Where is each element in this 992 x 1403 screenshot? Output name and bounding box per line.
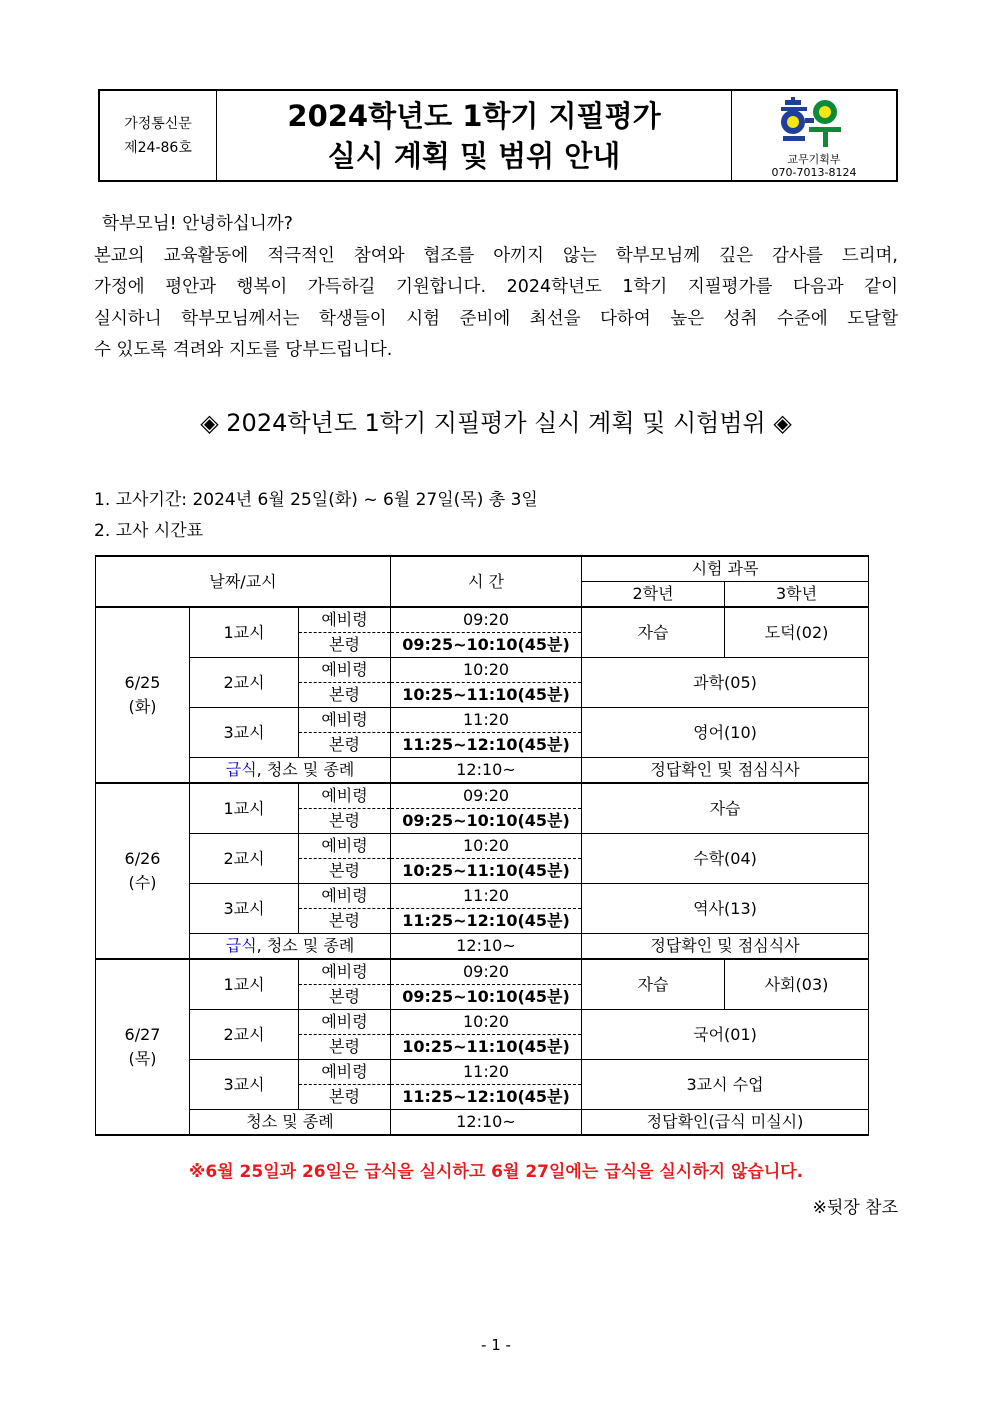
main-signal-label: 본령 (299, 633, 391, 658)
table-row (96, 708, 869, 733)
grade2-subject: 자습 (582, 959, 725, 1010)
common-subject: 수학(04) (582, 834, 869, 884)
main-signal-label: 본령 (299, 809, 391, 834)
common-subject: 영어(10) (582, 708, 869, 758)
pre-signal-label: 예비령 (299, 959, 391, 985)
header-grade3: 3학년 (725, 582, 869, 608)
table-row (96, 934, 869, 960)
date-cell: 6/26 (수) (96, 783, 190, 959)
intro-line: 본교의 교육활동에 적극적인 참여와 협조를 아끼지 않는 학부모님께 깊은 감사를 드리며, (94, 245, 898, 266)
common-subject: 역사(13) (582, 884, 869, 934)
school-logo-area (732, 91, 896, 180)
main-signal-time: 11:25~12:10(45분) (391, 1085, 582, 1110)
main-signal-time: 10:25~11:10(45분) (391, 1035, 582, 1060)
school-logo (779, 96, 845, 148)
see-back-note: ※뒷장 참조 (812, 1198, 898, 1218)
title-line-2: 실시 계획 및 범위 안내 (327, 138, 621, 173)
main-signal-time: 11:25~12:10(45분) (391, 909, 582, 934)
period-label: 2교시 (190, 658, 299, 708)
pre-signal-time: 09:20 (391, 959, 582, 985)
end-of-day-time: 12:10~ (391, 758, 582, 784)
pre-signal-time: 09:20 (391, 607, 582, 633)
common-subject: 자습 (582, 783, 869, 834)
end-of-day-note: 정답확인 및 점심식사 (582, 758, 869, 784)
main-signal-time: 09:25~10:10(45분) (391, 633, 582, 658)
period-label: 1교시 (190, 607, 299, 658)
table-row (96, 1110, 869, 1136)
pre-signal-time: 10:20 (391, 658, 582, 683)
table-row (96, 607, 869, 633)
period-label: 2교시 (190, 834, 299, 884)
period-label: 3교시 (190, 708, 299, 758)
pre-signal-time: 11:20 (391, 708, 582, 733)
document-title (217, 91, 732, 180)
pre-signal-time: 10:20 (391, 1010, 582, 1035)
table-row (96, 783, 869, 809)
table-row (96, 658, 869, 683)
main-signal-label: 본령 (299, 1085, 391, 1110)
intro-line: 수 있도록 격려와 지도를 당부드립니다. (94, 340, 393, 360)
date-cell: 6/25 (화) (96, 607, 190, 783)
main-signal-label: 본령 (299, 1035, 391, 1060)
pre-signal-label: 예비령 (299, 1010, 391, 1035)
pre-signal-label: 예비령 (299, 607, 391, 633)
period-label: 1교시 (190, 783, 299, 834)
main-signal-label: 본령 (299, 985, 391, 1010)
issue-info (100, 91, 217, 180)
pre-signal-time: 11:20 (391, 884, 582, 909)
exam-timetable (95, 555, 869, 1136)
grade3-subject: 사회(03) (725, 959, 869, 1010)
department-name: 교무기획부 (787, 153, 841, 166)
common-subject: 국어(01) (582, 1010, 869, 1060)
end-of-day-note: 정답확인(급식 미실시) (582, 1110, 869, 1136)
table-row (96, 834, 869, 859)
newsletter-type: 가정통신문 (124, 115, 192, 132)
period-label: 1교시 (190, 959, 299, 1010)
main-signal-label: 본령 (299, 859, 391, 884)
period-label: 2교시 (190, 1010, 299, 1060)
greeting: 학부모님! 안녕하십니까? (102, 214, 293, 234)
table-row (96, 884, 869, 909)
main-signal-label: 본령 (299, 733, 391, 758)
table-row (96, 1010, 869, 1035)
main-signal-time: 09:25~10:10(45분) (391, 985, 582, 1010)
pre-signal-label: 예비령 (299, 1060, 391, 1085)
table-row (96, 758, 869, 784)
end-of-day-label: 청소 및 종례 (190, 1110, 391, 1136)
section-title: ◈ 2024학년도 1학기 지필평가 실시 계획 및 시험범위 ◈ (200, 409, 792, 437)
date-cell: 6/27 (목) (96, 959, 190, 1135)
page-number: - 1 - (481, 1336, 511, 1354)
common-subject: 과학(05) (582, 658, 869, 708)
intro-paragraph (94, 209, 898, 367)
pre-signal-time: 11:20 (391, 1060, 582, 1085)
pre-signal-label: 예비령 (299, 783, 391, 809)
header-subjects: 시험 과목 (582, 556, 869, 582)
pre-signal-label: 예비령 (299, 884, 391, 909)
end-of-day-label: 급식, 청소 및 종례 (190, 934, 391, 960)
main-signal-time: 10:25~11:10(45분) (391, 859, 582, 884)
exam-period: 1. 고사기간: 2024년 6월 25일(화) ~ 6월 27일(목) 총 3일 (94, 490, 538, 510)
end-of-day-note: 정답확인 및 점심식사 (582, 934, 869, 960)
end-of-day-time: 12:10~ (391, 1110, 582, 1136)
issue-number: 제24-86호 (124, 139, 192, 156)
pre-signal-label: 예비령 (299, 708, 391, 733)
header-date-period: 날짜/교시 (96, 556, 391, 607)
main-signal-label: 본령 (299, 909, 391, 934)
title-line-1: 2024학년도 1학기 지필평가 (287, 98, 661, 133)
pre-signal-time: 10:20 (391, 834, 582, 859)
pre-signal-label: 예비령 (299, 658, 391, 683)
timetable-heading: 2. 고사 시간표 (94, 521, 204, 541)
table-row (96, 959, 869, 985)
end-of-day-label: 급식, 청소 및 종례 (190, 758, 391, 784)
department-phone: 070-7013-8124 (771, 166, 857, 179)
main-signal-time: 09:25~10:10(45분) (391, 809, 582, 834)
header-grade2: 2학년 (582, 582, 725, 608)
period-label: 3교시 (190, 1060, 299, 1110)
newsletter-header (98, 89, 898, 182)
intro-line: 실시하니 학부모님께서는 학생들이 시험 준비에 최선을 다하여 높은 성취 수준에 도달할 (94, 308, 898, 329)
main-signal-time: 10:25~11:10(45분) (391, 683, 582, 708)
lunch-notice: ※6월 25일과 26일은 급식을 실시하고 6월 27일에는 급식을 실시하지 않습니다. (188, 1162, 804, 1182)
period-label: 3교시 (190, 884, 299, 934)
header-time: 시 간 (391, 556, 582, 607)
main-signal-time: 11:25~12:10(45분) (391, 733, 582, 758)
grade3-subject: 도덕(02) (725, 607, 869, 658)
end-of-day-time: 12:10~ (391, 934, 582, 960)
main-signal-label: 본령 (299, 683, 391, 708)
pre-signal-label: 예비령 (299, 834, 391, 859)
intro-line: 가정에 평안과 행복이 가득하길 기원합니다. 2024학년도 1학기 지필평가를 다음과 같이 (94, 277, 898, 297)
grade2-subject: 자습 (582, 607, 725, 658)
common-subject: 3교시 수업 (582, 1060, 869, 1110)
table-row (96, 1060, 869, 1085)
pre-signal-time: 09:20 (391, 783, 582, 809)
